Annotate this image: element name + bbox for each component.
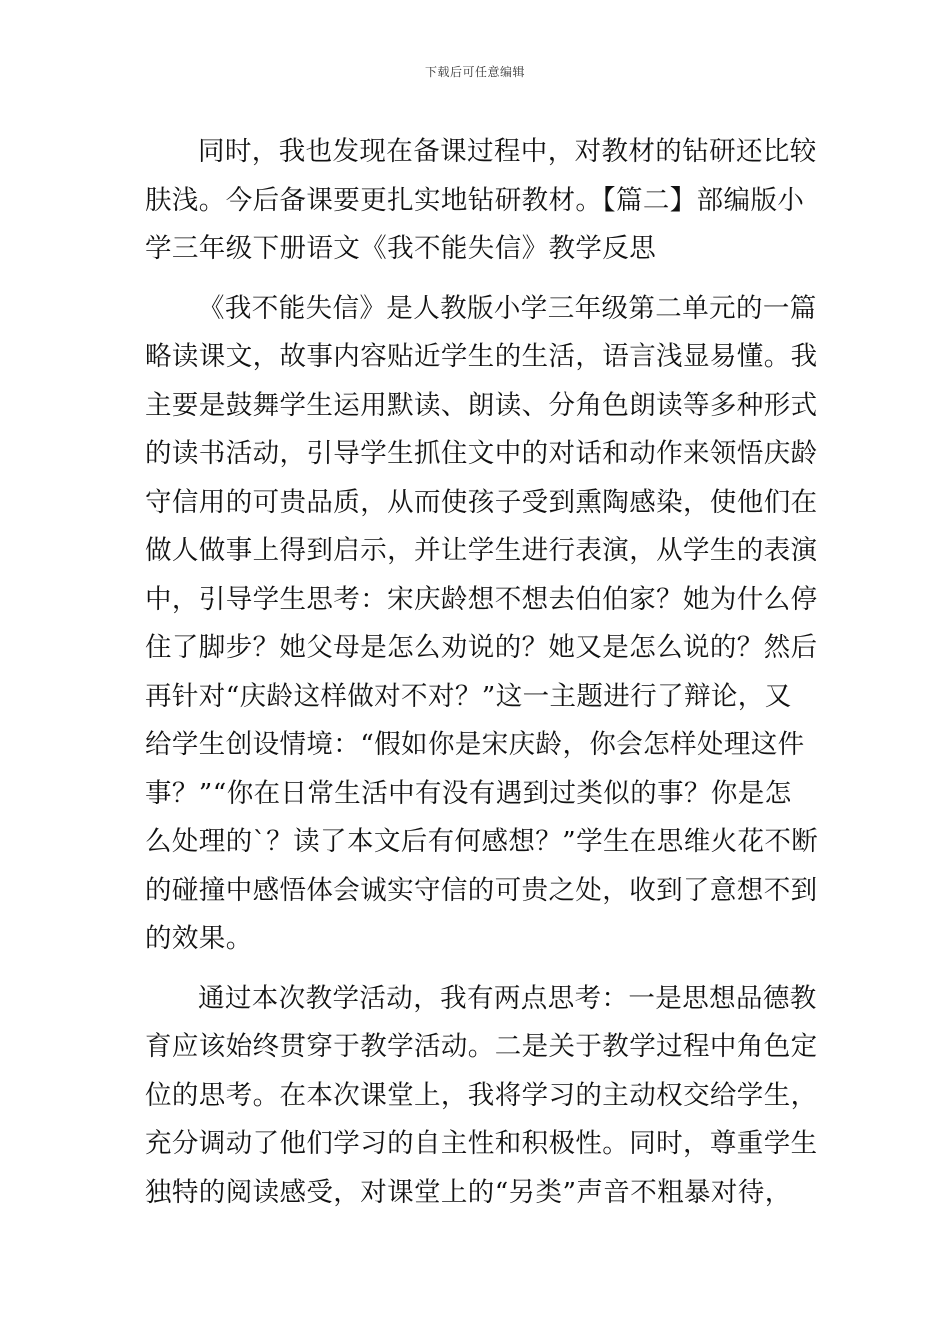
text-line: 主要是鼓舞学生运用默读、朗读、分角色朗读等多种形式	[145, 389, 818, 421]
page-header: 下载后可任意编辑	[424, 65, 525, 79]
paragraph-3	[145, 975, 818, 1218]
text-line: 中，引导学生思考：宋庆龄想不想去伯伯家？她为什么停	[145, 583, 818, 615]
paragraph-2	[145, 285, 819, 964]
text-line: 再针对“庆龄这样做对不对？”这一主题进行了辩论，又	[145, 680, 792, 712]
text-line: 位的思考。在本次课堂上，我将学习的主动权交给学生，	[145, 1079, 818, 1111]
text-line: 《我不能失信》是人教版小学三年级第二单元的一篇	[198, 292, 817, 324]
document-body	[145, 128, 819, 1217]
text-line: 同时，我也发现在备课过程中，对教材的钻研还比较	[198, 136, 817, 167]
text-line: 给学生创设情境：“假如你是宋庆龄，你会怎样处理这件	[145, 729, 805, 760]
text-line: 学三年级下册语文《我不能失信》教学反思	[145, 233, 657, 264]
text-line: 的效果。	[145, 923, 253, 954]
text-line: 的碰撞中感悟体会诚实守信的可贵之处，收到了意想不到	[145, 874, 818, 906]
text-line: 肤浅。今后备课要更扎实地钻研教材。【篇二】部编版小	[145, 184, 805, 216]
text-line: 育应该始终贯穿于教学活动。二是关于教学过程中角色定	[145, 1031, 818, 1062]
text-line: 的读书活动，引导学生抓住文中的对话和动作来领悟庆龄	[145, 438, 818, 469]
text-line: 独特的阅读感受，对课堂上的“另类”声音不粗暴对待，	[145, 1176, 792, 1208]
text-line: 略读课文，故事内容贴近学生的生活，语言浅显易懂。我	[145, 341, 818, 372]
text-line: 做人做事上得到启示，并让学生进行表演，从学生的表演	[145, 535, 818, 566]
paragraph-gap	[145, 274, 807, 285]
text-line: 通过本次教学活动，我有两点思考：一是思想品德教	[198, 982, 817, 1014]
paragraph-1	[145, 128, 817, 274]
text-line: 守信用的可贵品质，从而使孩子受到熏陶感染，使他们在	[145, 486, 818, 518]
text-line: 事？”“你在日常生活中有没有遇到过类似的事？你是怎	[145, 777, 792, 809]
text-line: 充分调动了他们学习的自主性和积极性。同时，尊重学生	[145, 1128, 818, 1159]
text-line: 住了脚步？她父母是怎么劝说的？她又是怎么说的？然后	[145, 632, 818, 663]
paragraph-gap	[145, 964, 807, 975]
text-line: 么处理的`？读了本文后有何感想？”学生在思维火花不断	[145, 826, 819, 857]
